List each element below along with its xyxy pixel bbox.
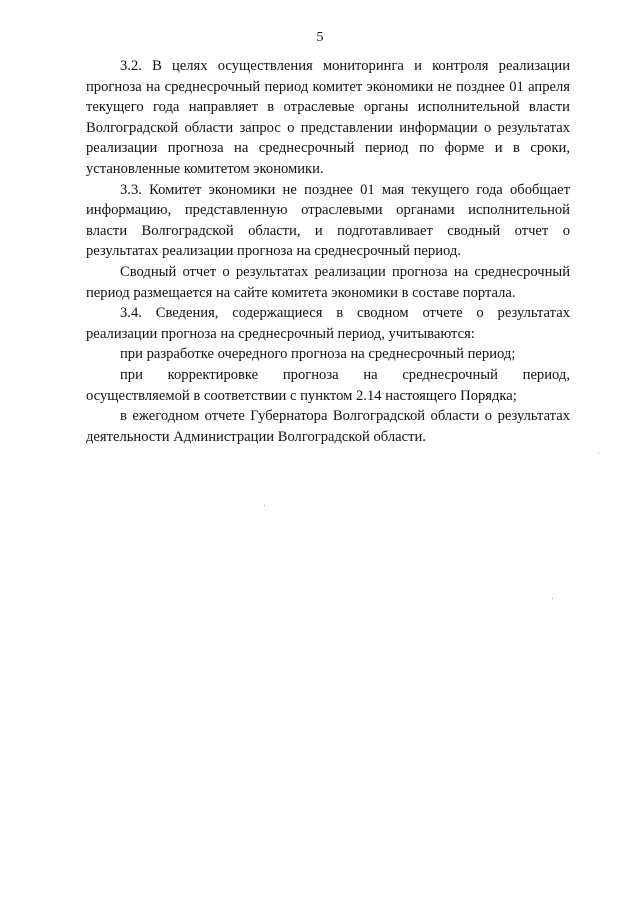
paragraph-summary-report: Сводный отчет о результатах реализации прогноза на среднесрочный период размещается на сайте комитета экономики в составе портала. [86,263,570,301]
scan-speck [552,598,553,599]
scan-speck [264,505,265,506]
paragraph-3-4: 3.4. Сведения, содержащиеся в сводном отчете о результатах реализации прогноза на среднесрочный период, учитываются: [86,305,570,342]
scan-speck [598,452,599,453]
paragraph-3-3: 3.3. Комитет экономики не позднее 01 мая текущего года обобщает информацию, представленную отраслевыми органами исполнительной власти Волгоградской области, и подготавливает сводный отчет о результатах реализации прогноза на среднесрочный период. [86,181,570,260]
page-number: 5 [316,30,324,45]
paragraph-3-2: 3.2. В целях осуществления мониторинга и контроля реализации прогноза на среднесрочный период комитет экономики не позднее 01 апреля текущего года направляет в отраслевые органы исполнительной власти Волгоградской области запрос о представлении информации о результатах реализации прогноза на среднесрочный период по форме и в сроки, установленные комитетом экономики. [86,58,570,177]
list-item-forecast-development: при разработке очередного прогноза на среднесрочный период; [120,346,516,363]
document-body [86,56,570,447]
list-item-governor-report: в ежегодном отчете Губернатора Волгоградской области о результатах деятельности Администрации Волгоградской области. [86,408,570,445]
list-item-forecast-adjustment: при корректировке прогноза на среднесрочный период, осуществляемой в соответствии с пунктом 2.14 настоящего Порядка; [86,366,570,404]
